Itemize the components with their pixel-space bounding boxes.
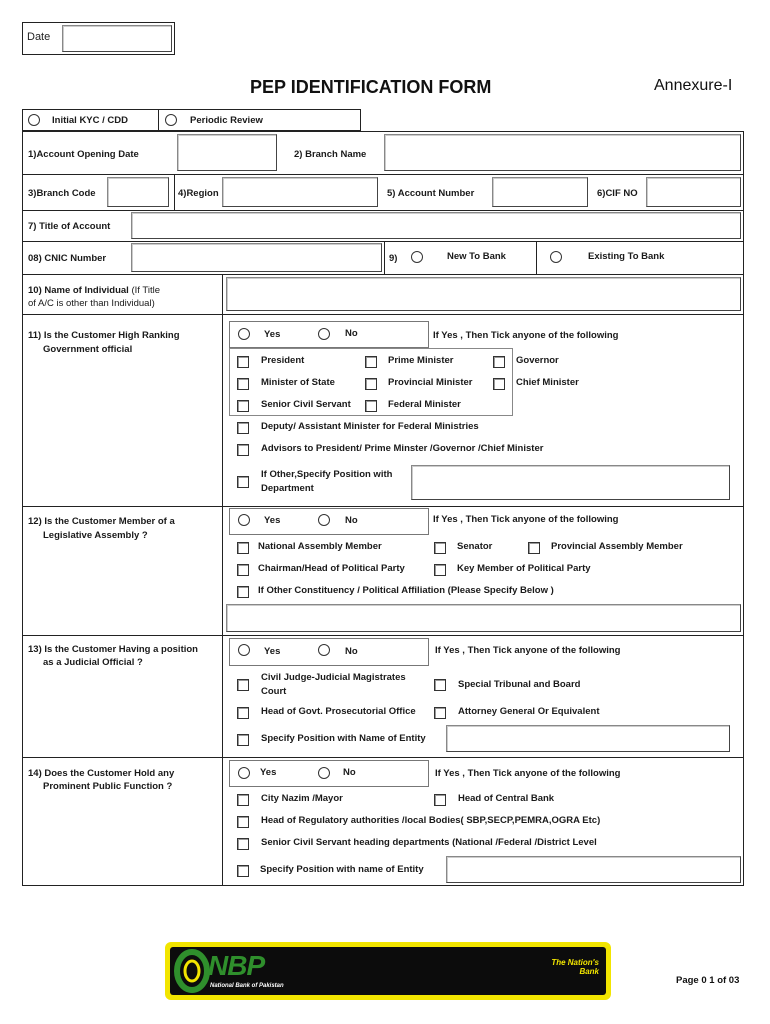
other-constituency-label: If Other Constituency / Political Affiliation (Please Specify Below ) [258, 585, 554, 596]
cif-no-label: 6)CIF NO [597, 188, 638, 199]
civil-judge-checkbox[interactable] [237, 679, 249, 691]
head-prosecutorial-label: Head of Govt. Prosecutorial Office [261, 706, 416, 717]
q11-question: 11) Is the Customer High Ranking [28, 330, 180, 341]
other-constituency-checkbox[interactable] [237, 586, 249, 598]
row-divider [22, 506, 744, 507]
q11-yes-label: Yes [264, 329, 281, 340]
q14-yes-label: Yes [260, 767, 277, 778]
q14-specify-label: Specify Position with name of Entity [260, 864, 424, 875]
q11-other-input[interactable] [411, 465, 730, 500]
branch-name-label: 2) Branch Name [294, 149, 367, 160]
city-nazim-checkbox[interactable] [237, 794, 249, 806]
q12-question: 12) Is the Customer Member of a [28, 516, 175, 527]
section-divider [222, 274, 223, 314]
nbp-logo-icon [172, 946, 212, 996]
account-opening-date-label: 1)Account Opening Date [28, 149, 139, 160]
q9-divider [384, 241, 385, 274]
new-to-bank-label: New To Bank [447, 251, 506, 262]
region-input[interactable] [222, 177, 378, 207]
attorney-general-checkbox[interactable] [434, 707, 446, 719]
review-divider [158, 109, 159, 131]
branch-name-input[interactable] [384, 134, 741, 171]
q13-specify-input[interactable] [446, 725, 730, 752]
senior-civil-servant-dept-label: Senior Civil Servant heading departments (National /Federal /District Level [261, 837, 597, 848]
special-tribunal-label: Special Tribunal and Board [458, 679, 581, 690]
senator-checkbox[interactable] [434, 542, 446, 554]
page-number: Page 0 1 of 03 [676, 975, 740, 986]
q14-yesno-frame [229, 760, 429, 787]
title-of-account-label: 7) Title of Account [28, 221, 111, 232]
row-divider [22, 174, 744, 175]
nbp-tagline: The Nation's Bank [551, 958, 599, 976]
date-label: Date [27, 31, 51, 43]
initial-kyc-radio[interactable] [28, 114, 40, 126]
attorney-general-label: Attorney General Or Equivalent [458, 706, 600, 717]
nbp-logo-text: NBP [208, 950, 265, 981]
q13-if-yes: If Yes , Then Tick anyone of the following [435, 645, 621, 656]
prime-minister-label: Prime Minister [388, 355, 454, 366]
provincial-assembly-label: Provincial Assembly Member [551, 541, 683, 552]
annexure-label: Annexure-I [654, 77, 733, 94]
regulatory-heads-checkbox[interactable] [237, 816, 249, 828]
other-constituency-input[interactable] [226, 604, 741, 632]
special-tribunal-checkbox[interactable] [434, 679, 446, 691]
branch-code-label: 3)Branch Code [28, 188, 96, 199]
q11-yesno-frame [229, 321, 429, 348]
q13-no-label: No [345, 646, 358, 657]
civil-judge-label-cont: Court [261, 686, 287, 697]
head-prosecutorial-checkbox[interactable] [237, 707, 249, 719]
existing-to-bank-radio[interactable] [550, 251, 562, 263]
q13-yes-label: Yes [264, 646, 281, 657]
q11-options-grid [229, 348, 513, 416]
title-of-account-input[interactable] [131, 212, 741, 239]
initial-kyc-label: Initial KYC / CDD [52, 115, 129, 126]
chief-minister-label: Chief Minister [516, 377, 579, 388]
new-to-bank-radio[interactable] [411, 251, 423, 263]
civil-judge-label: Civil Judge-Judicial Magistrates [261, 672, 406, 683]
q13-specify-label: Specify Position with Name of Entity [261, 733, 426, 744]
national-assembly-label: National Assembly Member [258, 541, 382, 552]
provincial-minister-label: Provincial Minister [388, 377, 473, 388]
senator-label: Senator [457, 541, 493, 552]
existing-divider [536, 241, 537, 274]
key-member-party-checkbox[interactable] [434, 564, 446, 576]
existing-to-bank-label: Existing To Bank [588, 251, 665, 262]
q13-yesno-frame [229, 638, 429, 666]
chairman-party-label: Chairman/Head of Political Party [258, 563, 405, 574]
q14-question: 14) Does the Customer Hold any [28, 768, 175, 779]
branch-code-input[interactable] [107, 177, 169, 207]
senior-civil-servant-label: Senior Civil Servant [261, 399, 351, 410]
city-nazim-label: City Nazim /Mayor [261, 793, 343, 804]
region-divider [174, 174, 175, 210]
nbp-logo-subtext: National Bank of Pakistan [210, 983, 284, 989]
q11-other-label: If Other,Specify Position with [261, 469, 393, 480]
region-label: 4)Region [178, 188, 219, 199]
deputy-minister-checkbox[interactable] [237, 422, 249, 434]
cif-no-input[interactable] [646, 177, 741, 207]
provincial-assembly-checkbox[interactable] [528, 542, 540, 554]
cnic-number-input[interactable] [131, 243, 382, 272]
name-of-individual-note-2: of A/C is other than Individual) [28, 298, 155, 309]
q14-question-cont: Prominent Public Function ? [43, 781, 173, 792]
q12-yes-label: Yes [264, 515, 281, 526]
governor-label: Governor [516, 355, 559, 366]
name-of-individual-label [28, 284, 218, 310]
q13-question: 13) Is the Customer Having a position [28, 644, 198, 655]
q14-specify-input[interactable] [446, 856, 741, 883]
q12-question-cont: Legislative Assembly ? [43, 530, 148, 541]
minister-of-state-label: Minister of State [261, 377, 335, 388]
advisors-checkbox[interactable] [237, 444, 249, 456]
q11-question-cont: Government official [43, 344, 133, 355]
head-central-bank-checkbox[interactable] [434, 794, 446, 806]
q12-if-yes: If Yes , Then Tick anyone of the following [433, 514, 619, 525]
periodic-review-radio[interactable] [165, 114, 177, 126]
name-of-individual-input[interactable] [226, 277, 741, 311]
chairman-party-checkbox[interactable] [237, 564, 249, 576]
row-divider [22, 274, 744, 275]
q11-other-checkbox[interactable] [237, 476, 249, 488]
key-member-party-label: Key Member of Political Party [457, 563, 591, 574]
account-number-label: 5) Account Number [387, 188, 475, 199]
row-divider [22, 757, 744, 758]
row-divider [22, 314, 744, 315]
q14-no-label: No [343, 767, 356, 778]
name-of-individual-note: (If Title [128, 285, 160, 296]
q13-question-cont: as a Judicial Official ? [43, 657, 143, 668]
regulatory-heads-label: Head of Regulatory authorities /local Bodies( SBP,SECP,PEMRA,OGRA Etc) [261, 815, 601, 826]
cnic-number-label: 08) CNIC Number [28, 253, 107, 264]
q12-yesno-frame [229, 508, 429, 535]
question-column-divider [222, 314, 223, 886]
federal-minister-label: Federal Minister [388, 399, 461, 410]
q9-label: 9) [389, 253, 398, 264]
head-central-bank-label: Head of Central Bank [458, 793, 555, 804]
account-opening-date-input[interactable] [177, 134, 277, 171]
president-label: President [261, 355, 305, 366]
date-input[interactable] [62, 25, 172, 52]
advisors-label: Advisors to President/ Prime Minster /Governor /Chief Minister [261, 443, 544, 454]
row-divider [22, 635, 744, 636]
national-assembly-checkbox[interactable] [237, 542, 249, 554]
row-divider [22, 241, 744, 242]
periodic-review-label: Periodic Review [190, 115, 263, 126]
name-of-individual-bold: 10) Name of Individual [28, 285, 129, 296]
q11-other-label-cont: Department [261, 483, 314, 494]
q13-specify-checkbox[interactable] [237, 734, 249, 746]
q11-if-yes: If Yes , Then Tick anyone of the following [433, 330, 619, 341]
deputy-minister-label: Deputy/ Assistant Minister for Federal Ministries [261, 421, 479, 432]
senior-civil-servant-dept-checkbox[interactable] [237, 838, 249, 850]
q11-no-label: No [345, 328, 358, 339]
row-divider [22, 210, 744, 211]
q14-if-yes: If Yes , Then Tick anyone of the following [435, 768, 621, 779]
q14-specify-checkbox[interactable] [237, 865, 249, 877]
account-number-input[interactable] [492, 177, 588, 207]
form-title: PEP IDENTIFICATION FORM [250, 77, 492, 97]
q12-no-label: No [345, 515, 358, 526]
